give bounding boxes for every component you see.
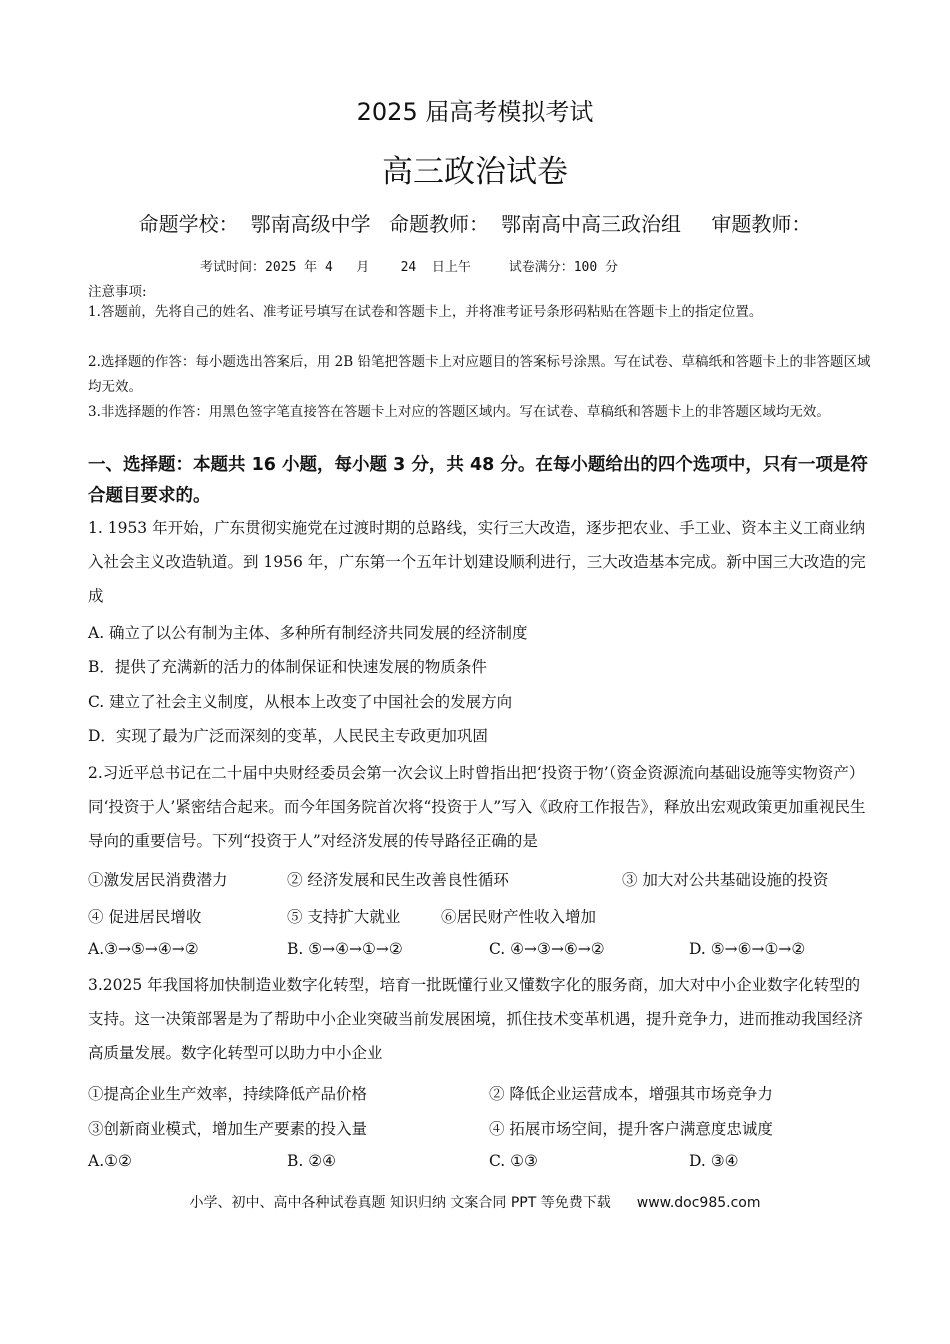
question-2-statement-4: ④ 促进居民增收 [88,908,202,926]
notice-item-1: 1.答题前，先将自己的姓名、准考证号填写在试卷和答题卡上，并将准考证号条形码粘贴在答题卡上的指定位置。 [88,304,763,320]
teacher-label: 命题教师： [389,212,489,236]
question-3-statement-1: ①提高企业生产效率，持续降低产品价格 [88,1085,368,1103]
question-2-statement-2: ② 经济发展和民生改善良性循环 [287,871,509,889]
teacher-name: 鄂南高中高三政治组 [501,212,681,236]
full-score: 试卷满分：100 分 [508,260,619,275]
question-2-stem: 2.习近平总书记在二十届中央财经委员会第一次会议上时曾指出把‘投资于物’（资金资源流向基础设施等实物资产）同‘投资于人’紧密结合起来。而今年国务院首次将“投资于人”写入《政府工作报告》，释放出宏观政策更加重视民生导向的重要信号。下列“投资于人”对经济发展的传导路径正确的是 [88,764,866,850]
question-1-stem: 1. 1953 年开始，广东贯彻实施党在过渡时期的总路线，实行三大改造，逐步把农业、手工业、资本主义工商业纳入社会主义改造轨道。到 1956 年，广东第一个五年计划建设顺利进行，三大改造基本完成。新中国三大改造的完成 [88,519,866,605]
footer-text: 小学、初中、高中各种试卷真题 知识归纳 文案合同 PPT 等免费下载 [189,1195,611,1211]
footer [0,1192,950,1212]
question-1-option-c: C. 建立了社会主义制度，从根本上改变了中国社会的发展方向 [88,693,513,711]
school-label: 命题学校： [138,212,239,236]
question-3-option-c: C. ①③ [489,1152,538,1170]
section-heading: 一、选择题：本题共 16 小题，每小题 3 分，共 48 分。在每小题给出的四个选项中，只有一项是符合题目要求的。 [88,455,868,506]
question-3-statement-3: ③创新商业模式，增加生产要素的投入量 [88,1120,368,1138]
question-1-option-b: B．提供了充满新的活力的体制保证和快速发展的物质条件 [88,658,487,676]
question-2-option-a: A.③→⑤→④→② [88,940,199,958]
question-3-option-d: D. ③④ [689,1152,739,1170]
question-2-statement-3: ③ 加大对公共基础设施的投资 [622,871,829,889]
paper-title: 高三政治试卷 [382,154,568,190]
author-line [0,208,950,237]
school-name: 鄂南高级中学 [250,212,371,236]
question-2-option-c: C. ④→③→⑥→② [489,940,605,958]
exam-info [200,256,618,275]
question-2-statement-5: ⑤ 支持扩大就业 [287,908,401,926]
question-3-option-a: A.①② [88,1152,132,1170]
question-3-statement-2: ② 降低企业运营成本，增强其市场竞争力 [489,1085,773,1103]
reviewer-label: 审题教师： [711,212,812,236]
notice-heading: 注意事项: [88,284,147,300]
question-1-option-d: D．实现了最为广泛而深刻的变革，人民民主专政更加巩固 [88,727,488,745]
question-3-stem: 3.2025 年我国将加快制造业数字化转型，培育一批既懂行业又懂数字化的服务商，加大对中小企业数字化转型的支持。这一决策部署是为了帮助中小企业突破当前发展困境，抓住技术变革机遇，提升竞争力，进而推动我国经济高质量发展。数字化转型可以助力中小企业 [88,976,864,1062]
footer-url[interactable]: www.doc985.com [636,1195,761,1211]
question-2-statement-1: ①激发居民消费潜力 [88,871,228,889]
exam-time: 考试时间：2025 年 4 月 24 日上午 [200,260,471,275]
question-1-option-a: A. 确立了以公有制为主体、多种所有制经济共同发展的经济制度 [88,624,528,642]
question-2-option-d: D. ⑤→⑥→①→② [689,940,806,958]
question-2-option-b: B. ⑤→④→①→② [287,940,403,958]
notice-item-3: 3.非选择题的作答：用黑色签字笔直接答在答题卡上对应的答题区域内。写在试卷、草稿纸和答题卡上的非答题区域均无效。 [88,404,830,420]
question-3-statement-4: ④ 拓展市场空间，提升客户满意度忠诚度 [489,1120,773,1138]
exam-title: 2025 届高考模拟考试 [356,98,594,126]
question-2-statement-6: ⑥居民财产性收入增加 [441,908,597,926]
notice-item-2: 2.选择题的作答：每小题选出答案后，用 2B 铅笔把答题卡上对应题目的答案标号涂黑。写在试卷、草稿纸和答题卡上的非答题区域均无效。 [88,354,871,395]
question-3-option-b: B. ②④ [287,1152,337,1170]
